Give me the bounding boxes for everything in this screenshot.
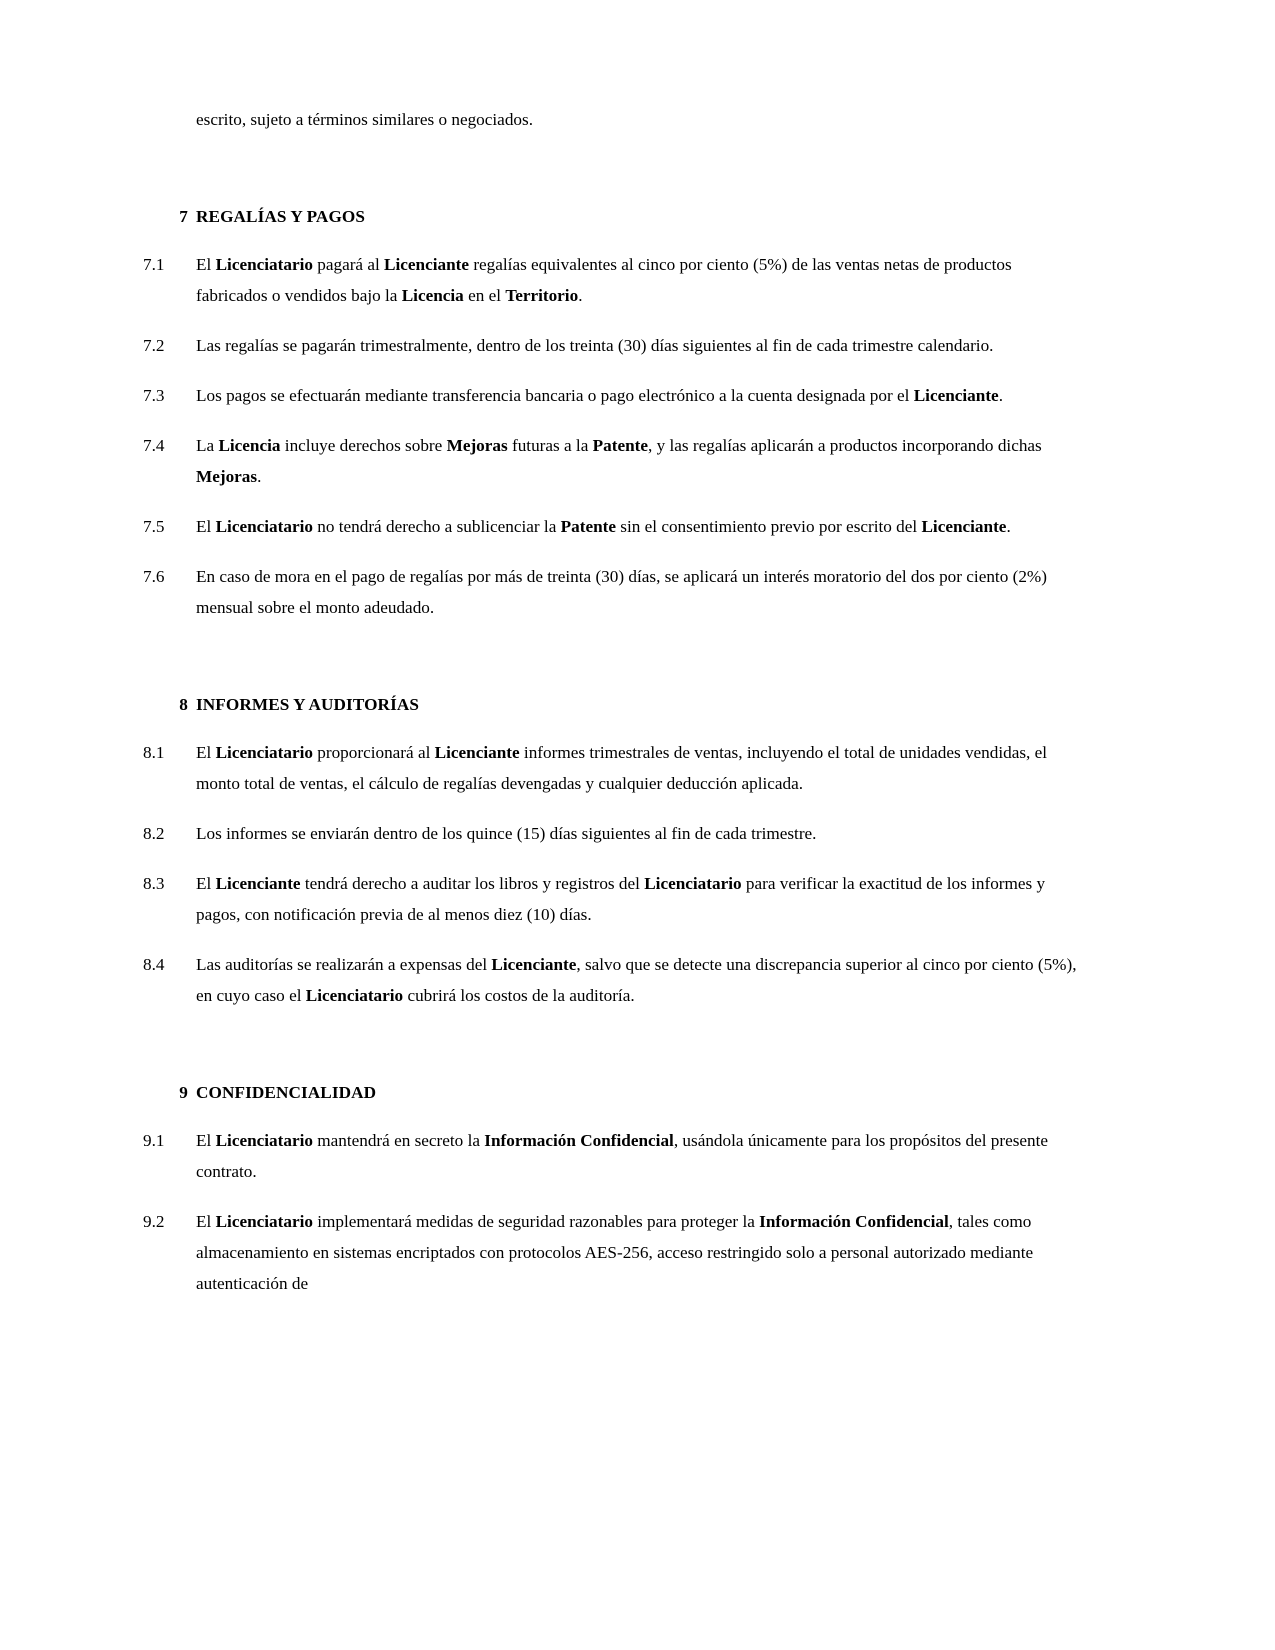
defined-term: Licenciatario (215, 743, 313, 762)
clause-8.3 (143, 868, 1078, 930)
clause-run: , y las regalías aplicarán a productos incorporando dichas (648, 436, 1042, 455)
clause-spacer (143, 1187, 1078, 1206)
clause-run: , usándola únicamente para los propósitos del presente contrato. (196, 1131, 1049, 1181)
defined-term: Licenciante (913, 386, 999, 405)
clause-run: tendrá derecho a auditar los libros y registros del (300, 874, 645, 893)
clause-spacer (143, 849, 1078, 868)
defined-term: Licenciatario (215, 1131, 313, 1150)
clause-run: . (578, 286, 583, 305)
clause-7.3 (143, 380, 1078, 411)
defined-term: Licencia (401, 286, 464, 305)
clause-run: En caso de mora en el pago de regalías por más de treinta (30) días, se aplicará un interés moratorio del dos por ciento (2%) mensual sobre el monto adeudado. (196, 567, 1047, 617)
clause-9.1 (143, 1125, 1078, 1187)
clause-number: 7.2 (143, 336, 165, 355)
defined-term: Mejoras (196, 467, 258, 486)
section-heading-9 (143, 1077, 1078, 1108)
clause-run: El (196, 517, 216, 536)
clause-number: 7.6 (143, 567, 165, 586)
clause-run: pagará al (312, 255, 385, 274)
clause-run: El (196, 1131, 216, 1150)
sections-container (143, 135, 1078, 1299)
clause-7.6 (143, 561, 1078, 623)
clause-spacer (143, 311, 1078, 330)
clause-run: El (196, 255, 216, 274)
defined-term: Licenciante (921, 517, 1007, 536)
clause-run: La (196, 436, 219, 455)
defined-term: Patente (592, 436, 648, 455)
clause-run: mantendrá en secreto la (312, 1131, 485, 1150)
section-title-spacer (143, 1108, 1078, 1125)
clause-run: proporcionará al (312, 743, 435, 762)
clause-run: incluye derechos sobre (280, 436, 447, 455)
clause-run: futuras a la (507, 436, 593, 455)
clause-spacer (143, 492, 1078, 511)
defined-term: Mejoras (446, 436, 508, 455)
clause-number: 7.4 (143, 436, 165, 455)
clause-number: 8.2 (143, 824, 165, 843)
section-spacer (143, 135, 1078, 201)
clause-text (196, 818, 1078, 849)
clause-text (196, 430, 1078, 492)
clause-text (196, 561, 1078, 623)
clause-run: Los pagos se efectuarán mediante transferencia bancaria o pago electrónico a la cuenta designada por el (196, 386, 914, 405)
clause-run: en el (463, 286, 506, 305)
clause-7.4 (143, 430, 1078, 492)
clause-text (196, 249, 1078, 311)
section-title: CONFIDENCIALIDAD (196, 1083, 377, 1102)
clause-8.2 (143, 818, 1078, 849)
clause-spacer (143, 361, 1078, 380)
clause-text (196, 511, 1078, 542)
defined-term: Territorio (505, 286, 579, 305)
defined-term: Patente (560, 517, 616, 536)
defined-term: Información Confidencial (759, 1212, 949, 1231)
carryover-paragraph: escrito, sujeto a términos similares o negociados. (196, 110, 533, 129)
defined-term: Licenciatario (305, 986, 404, 1005)
defined-term: Licenciatario (215, 1212, 313, 1231)
clause-run: implementará medidas de seguridad razonables para proteger la (312, 1212, 760, 1231)
defined-term: Licenciatario (644, 874, 742, 893)
clause-run: , tales como almacenamiento en sistemas encriptados con protocolos AES-256, acceso restringido solo a personal autorizado mediante autenticación de (196, 1212, 1034, 1293)
section-number: 9 (179, 1083, 188, 1102)
clause-number: 9.1 (143, 1131, 165, 1150)
clause-number: 9.2 (143, 1212, 165, 1231)
clause-spacer (143, 411, 1078, 430)
clause-run: . (257, 467, 262, 486)
defined-term: Licenciante (384, 255, 470, 274)
section-spacer (143, 623, 1078, 689)
defined-term: Licenciante (215, 874, 301, 893)
defined-term: Licenciatario (215, 255, 313, 274)
clause-9.2 (143, 1206, 1078, 1299)
clause-text (196, 868, 1078, 930)
clause-run: El (196, 743, 216, 762)
defined-term: Licenciatario (215, 517, 313, 536)
clause-run: . (998, 386, 1003, 405)
clause-spacer (143, 799, 1078, 818)
clause-8.1 (143, 737, 1078, 799)
clause-run: cubrirá los costos de la auditoría. (403, 986, 635, 1005)
defined-term: Licenciante (491, 955, 577, 974)
clause-number: 7.1 (143, 255, 165, 274)
defined-term: Información Confidencial (484, 1131, 674, 1150)
clause-run: regalías equivalentes al cinco por ciento (5%) de las ventas netas de productos fabricados o vendidos bajo la (196, 255, 1012, 305)
defined-term: Licenciante (434, 743, 520, 762)
clause-number: 8.4 (143, 955, 165, 974)
clause-run: Las auditorías se realizarán a expensas del (196, 955, 492, 974)
clause-number: 8.1 (143, 743, 165, 762)
section-title: INFORMES Y AUDITORÍAS (196, 695, 420, 714)
clause-text (196, 737, 1078, 799)
section-title-spacer (143, 720, 1078, 737)
section-number: 8 (179, 695, 188, 714)
clause-run: Las regalías se pagarán trimestralmente, dentro de los treinta (30) días siguientes al fin de cada trimestre calendario. (196, 336, 994, 355)
section-title: REGALÍAS Y PAGOS (196, 207, 366, 226)
clause-number: 8.3 (143, 874, 165, 893)
clause-run: para verificar la exactitud de los informes y pagos, con notificación previa de al menos diez (10) días. (196, 874, 1046, 924)
section-spacer (143, 1011, 1078, 1077)
clause-run: El (196, 874, 216, 893)
clause-run: El (196, 1212, 216, 1231)
clause-text (196, 1206, 1078, 1299)
clause-run: no tendrá derecho a sublicenciar la (312, 517, 561, 536)
clause-7.2 (143, 330, 1078, 361)
clause-run: , salvo que se detecte una discrepancia superior al cinco por ciento (5%), en cuyo caso el (196, 955, 1077, 1005)
defined-term: Licencia (218, 436, 281, 455)
clause-number: 7.3 (143, 386, 165, 405)
clause-run: sin el consentimiento previo por escrito del (615, 517, 922, 536)
clause-run: Los informes se enviarán dentro de los quince (15) días siguientes al fin de cada trimestre. (196, 824, 817, 843)
clause-number: 7.5 (143, 517, 165, 536)
clause-spacer (143, 542, 1078, 561)
page-content (143, 104, 1078, 1299)
clause-spacer (143, 930, 1078, 949)
clause-text (196, 380, 1078, 411)
clause-text (196, 949, 1078, 1011)
clause-7.1 (143, 249, 1078, 311)
section-heading-8 (143, 689, 1078, 720)
section-heading-7 (143, 201, 1078, 232)
clause-7.5 (143, 511, 1078, 542)
clause-run: . (1006, 517, 1011, 536)
section-title-spacer (143, 232, 1078, 249)
section-number: 7 (179, 207, 188, 226)
clause-text (196, 1125, 1078, 1187)
clause-text (196, 330, 1078, 361)
clause-8.4 (143, 949, 1078, 1011)
clause-run: informes trimestrales de ventas, incluyendo el total de unidades vendidas, el monto total de ventas, el cálculo de regalías devengadas y cualquier deducción aplicada. (196, 743, 1048, 793)
